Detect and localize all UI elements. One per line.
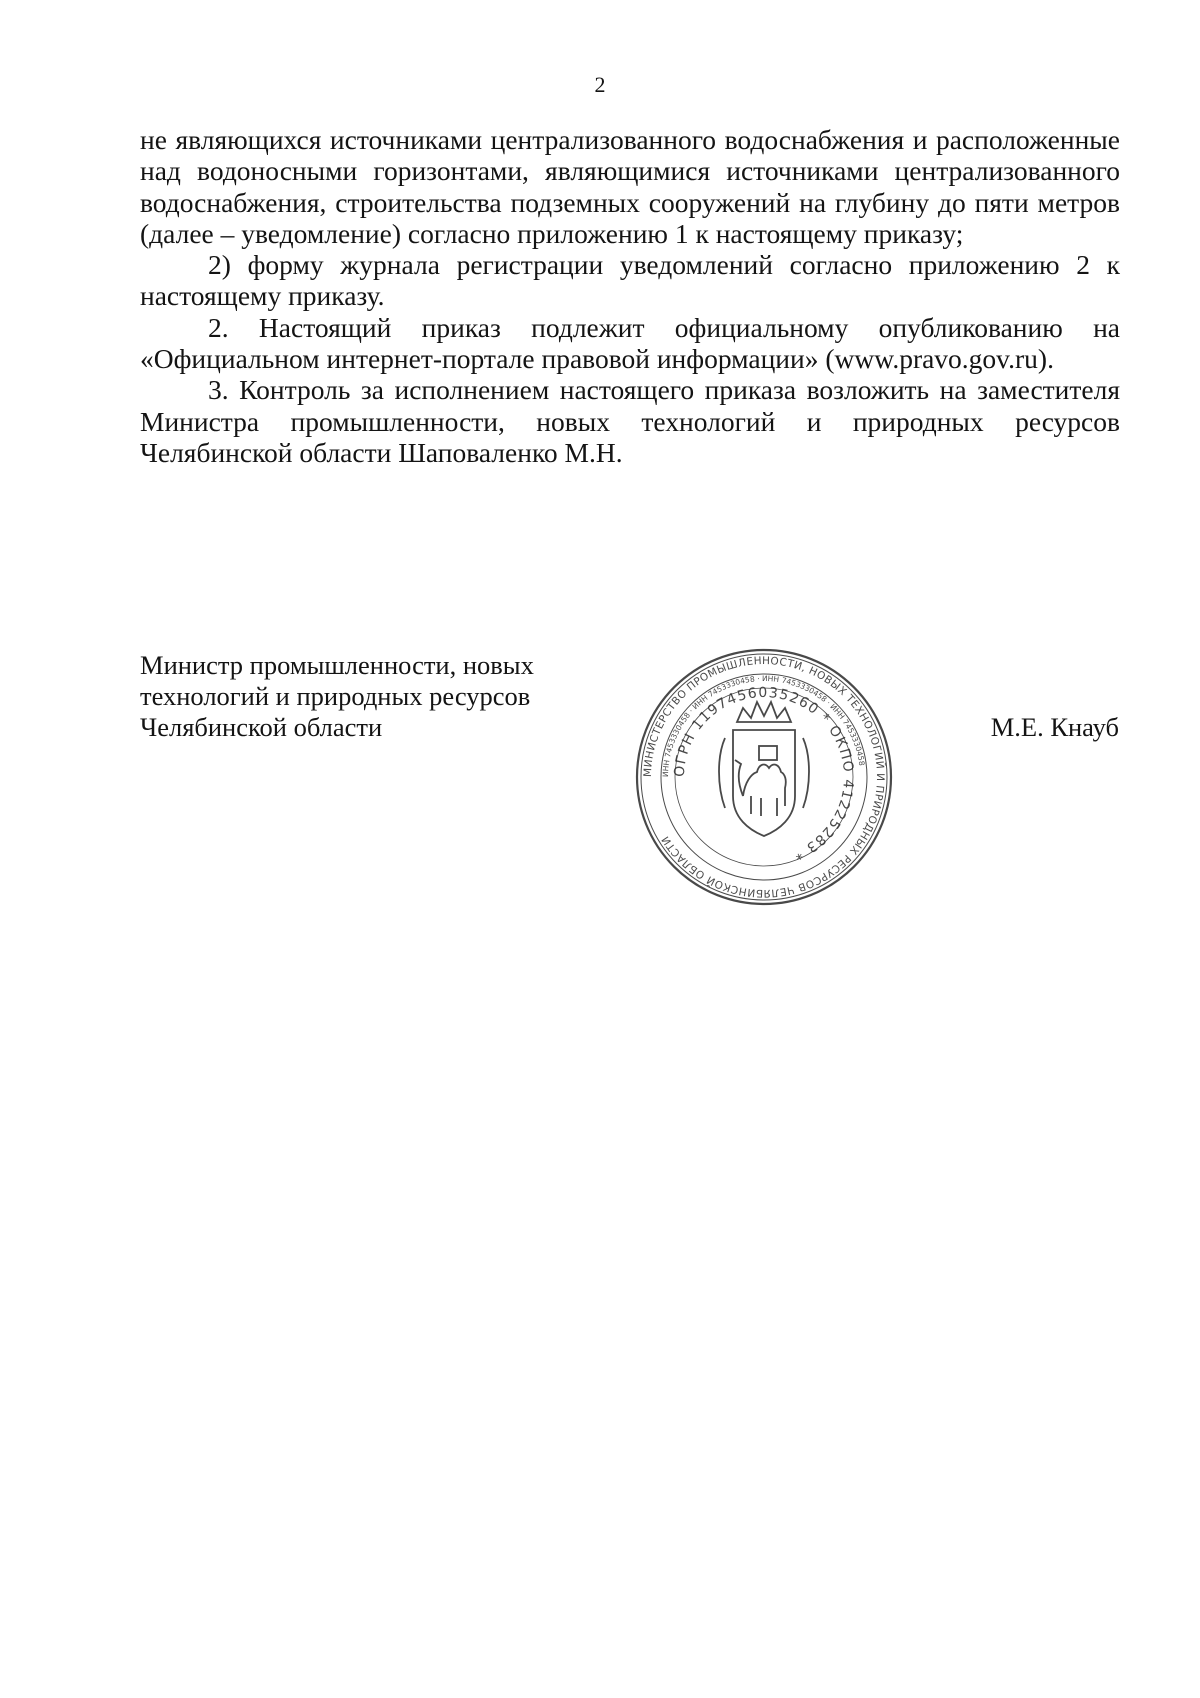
seal-outer-text: МИНИСТЕРСТВО ПРОМЫШЛЕННОСТИ, НОВЫХ ТЕХНОЛОГИЙ И ПРИРОДНЫХ РЕСУРСОВ ЧЕЛЯБИНСКОЙ ОБЛАСТИ bbox=[641, 654, 887, 900]
paragraph-item-2: 2) форму журнала регистрации уведомлений согласно приложению 2 к настоящему приказу. bbox=[140, 249, 1120, 312]
official-seal bbox=[633, 646, 895, 908]
paragraph-publication: 2. Настоящий приказ подлежит официальному опубликованию на «Официальном интернет-портале правовой информации» (www.pravo.gov.ru). bbox=[140, 311, 1120, 375]
seal-inn-text: ИНН 7453330458 · ИНН 7453330458 · ИНН 7453330458 · ИНН 7453330458 bbox=[660, 673, 867, 778]
coat-of-arms-icon bbox=[719, 702, 809, 836]
paragraph-control: 3. Контроль за исполнением настоящего приказа возложить на заместителя Министра промышленности, новых технологий и природных ресурсов Челябинской области Шаповаленко М.Н. bbox=[140, 374, 1120, 468]
document-body bbox=[140, 124, 1120, 468]
signatory-title-line: Министр промышленности, новых bbox=[140, 650, 534, 680]
seal-ogrn-text: ОГРН 1197456035260 * ОКПО 41225283 * bbox=[671, 684, 857, 864]
signatory-name: М.Е. Кнауб bbox=[990, 712, 1119, 742]
paragraph-continuation: не являющихся источниками централизованного водоснабжения и расположенные над водоносными горизонтами, являющимися источниками централизованного водоснабжения, строительства подземных сооружений на глубину до пяти метров (далее – уведомление) согласно приложению 1 к настоящему приказу; bbox=[140, 124, 1120, 249]
signatory-title-line: Челябинской области bbox=[140, 712, 383, 742]
signatory-title bbox=[140, 650, 590, 743]
signatory-title-line: технологий и природных ресурсов bbox=[140, 681, 531, 711]
page-number: 2 bbox=[594, 72, 606, 97]
